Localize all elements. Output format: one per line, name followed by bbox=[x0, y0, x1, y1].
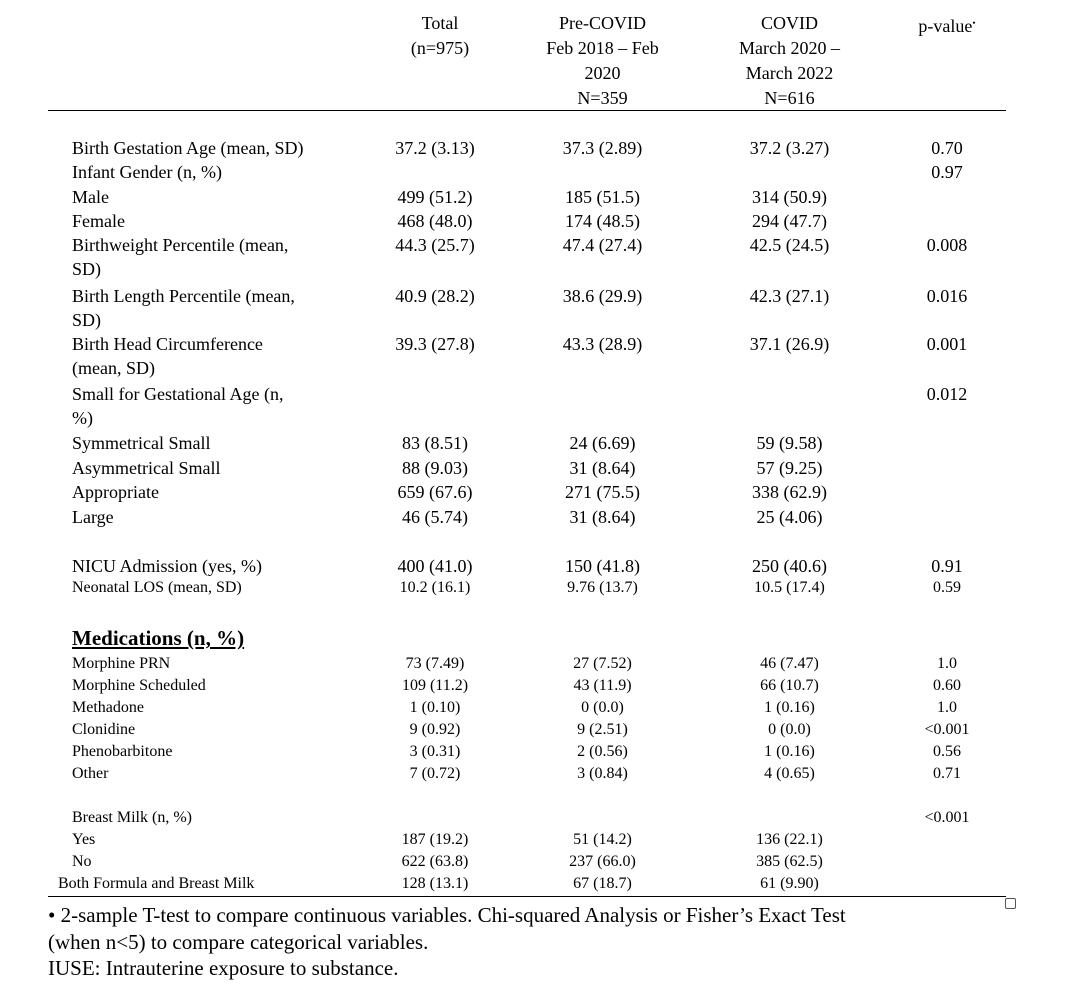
cell-pre-covid: 271 (75.5) bbox=[565, 482, 640, 502]
cell-pvalue: 0.012 bbox=[926, 384, 968, 404]
header-covid bbox=[712, 11, 867, 111]
cell-total: 1 (0.10) bbox=[409, 699, 461, 716]
cell-pvalue: 0.97 bbox=[931, 162, 963, 182]
cell-pre-covid: 31 (8.64) bbox=[569, 458, 636, 478]
row-label: Symmetrical Small bbox=[72, 433, 211, 453]
cell-total: 73 (7.49) bbox=[405, 655, 465, 672]
cell-pre-covid: 237 (66.0) bbox=[569, 853, 636, 870]
medication-label: Clonidine bbox=[72, 721, 136, 738]
cell-pre-covid: 2 (0.56) bbox=[577, 743, 628, 760]
cell-pvalue: 1.0 bbox=[937, 699, 957, 716]
cell-pvalue: 0.71 bbox=[933, 765, 961, 782]
row-label: SD) bbox=[72, 310, 102, 330]
header-covid-title: COVID bbox=[761, 13, 818, 33]
cell-pvalue: 0.59 bbox=[933, 579, 961, 596]
cell-total: 39.3 (27.8) bbox=[395, 334, 475, 354]
medication-label: Morphine Scheduled bbox=[72, 677, 206, 694]
cell-covid: 10.5 (17.4) bbox=[754, 579, 825, 596]
cell-pre-covid: 47.4 (27.4) bbox=[562, 235, 643, 255]
cell-covid: 314 (50.9) bbox=[752, 187, 827, 207]
breastmilk-label: Both Formula and Breast Milk bbox=[58, 875, 255, 892]
medication-label: Methadone bbox=[72, 699, 144, 716]
row-label: (mean, SD) bbox=[72, 358, 155, 378]
cell-total: 499 (51.2) bbox=[397, 187, 473, 207]
cell-covid: 136 (22.1) bbox=[756, 831, 823, 848]
cell-total: 83 (8.51) bbox=[402, 433, 468, 453]
footnote-2: (when n<5) to compare categorical variables. bbox=[48, 930, 429, 954]
cell-total: 659 (67.6) bbox=[397, 482, 473, 502]
row-label: Female bbox=[72, 211, 125, 231]
header-pvalue-label: p-value bbox=[918, 16, 973, 36]
cell-total: 3 (0.31) bbox=[409, 743, 461, 760]
cell-covid: 42.3 (27.1) bbox=[749, 286, 830, 306]
cell-pre-covid: 38.6 (29.9) bbox=[562, 286, 643, 306]
row-label: %) bbox=[72, 408, 93, 428]
cell-total: 468 (48.0) bbox=[397, 211, 473, 231]
cell-pvalue: <0.001 bbox=[924, 721, 970, 738]
cell-pre-covid: 185 (51.5) bbox=[565, 187, 640, 207]
cell-covid: 61 (9.90) bbox=[760, 875, 819, 892]
header-covid-range1: March 2020 – bbox=[739, 38, 840, 58]
cell-pvalue: 0.56 bbox=[933, 743, 961, 760]
cell-covid: 42.5 (24.5) bbox=[749, 235, 830, 255]
cell-pre-covid: 3 (0.84) bbox=[577, 765, 628, 782]
header-total-title: Total bbox=[421, 13, 459, 33]
cell-total: 46 (5.74) bbox=[402, 507, 468, 527]
header-covid-n: N=616 bbox=[764, 88, 815, 108]
medications-heading: Medications (n, %) bbox=[72, 626, 245, 650]
row-label: Birth Head Circumference bbox=[72, 334, 263, 354]
row-label: Appropriate bbox=[72, 482, 159, 502]
footnote-3: IUSE: Intrauterine exposure to substance. bbox=[48, 956, 399, 980]
cell-pre-covid: 27 (7.52) bbox=[573, 655, 632, 672]
cell-covid: 37.1 (26.9) bbox=[749, 334, 830, 354]
header-pre-covid-range1: Feb 2018 – Feb bbox=[546, 38, 659, 58]
header-pvalue bbox=[902, 11, 992, 39]
footnote-1: • 2-sample T-test to compare continuous variables. Chi-squared Analysis or Fisher’s Exact Test bbox=[48, 903, 846, 927]
row-label: Small for Gestational Age (n, bbox=[72, 384, 284, 404]
cell-pvalue: 0.91 bbox=[931, 556, 963, 576]
row-label: Infant Gender (n, %) bbox=[72, 162, 222, 182]
row-label: Birth Gestation Age (mean, SD) bbox=[72, 138, 304, 158]
header-pre-covid bbox=[525, 11, 680, 111]
cell-total: 7 (0.72) bbox=[409, 765, 461, 782]
cell-pvalue: 1.0 bbox=[937, 655, 957, 672]
cell-covid: 57 (9.25) bbox=[756, 458, 823, 478]
checkbox-icon bbox=[1005, 898, 1016, 909]
row-label: SD) bbox=[72, 259, 102, 279]
breastmilk-label: No bbox=[72, 853, 92, 870]
cell-total: 44.3 (25.7) bbox=[395, 235, 475, 255]
cell-total: 9 (0.92) bbox=[409, 721, 461, 738]
cell-covid: 46 (7.47) bbox=[760, 655, 819, 672]
header-total-n: (n=975) bbox=[410, 38, 470, 58]
cell-covid: 66 (10.7) bbox=[760, 677, 819, 694]
row-label: Birth Length Percentile (mean, bbox=[72, 286, 295, 306]
cell-covid: 385 (62.5) bbox=[756, 853, 823, 870]
cell-pre-covid: 31 (8.64) bbox=[569, 507, 636, 527]
cell-pre-covid: 9 (2.51) bbox=[577, 721, 628, 738]
cell-pre-covid: 174 (48.5) bbox=[565, 211, 640, 231]
header-total bbox=[380, 11, 500, 61]
header-covid-range2: March 2022 bbox=[745, 63, 834, 83]
cell-covid: 1 (0.16) bbox=[764, 743, 815, 760]
cell-pre-covid: 67 (18.7) bbox=[573, 875, 632, 892]
row-label: Birthweight Percentile (mean, bbox=[72, 235, 289, 255]
bottom-rule bbox=[48, 896, 1006, 897]
cell-covid: 1 (0.16) bbox=[764, 699, 815, 716]
row-label: Neonatal LOS (mean, SD) bbox=[72, 579, 242, 596]
row-label: Asymmetrical Small bbox=[72, 458, 221, 478]
cell-total: 128 (13.1) bbox=[401, 875, 469, 892]
cell-covid: 25 (4.06) bbox=[756, 507, 823, 527]
cell-pre-covid: 0 (0.0) bbox=[581, 699, 624, 716]
cell-total: 37.2 (3.13) bbox=[395, 138, 475, 158]
cell-total: 40.9 (28.2) bbox=[395, 286, 475, 306]
cell-pre-covid: 24 (6.69) bbox=[569, 433, 636, 453]
header-pre-covid-title: Pre-COVID bbox=[559, 13, 646, 33]
cell-covid: 4 (0.65) bbox=[764, 765, 815, 782]
breastmilk-label: Breast Milk (n, %) bbox=[72, 809, 192, 826]
medication-label: Phenobarbitone bbox=[72, 743, 173, 760]
cell-total: 622 (63.8) bbox=[401, 853, 469, 870]
medication-label: Morphine PRN bbox=[72, 655, 171, 672]
header-pre-covid-range2: 2020 bbox=[584, 63, 621, 83]
cell-pre-covid: 150 (41.8) bbox=[565, 556, 640, 576]
header-pre-covid-n: N=359 bbox=[577, 88, 628, 108]
cell-pvalue: 0.016 bbox=[926, 286, 968, 306]
cell-pre-covid: 37.3 (2.89) bbox=[562, 138, 643, 158]
cell-pre-covid: 9.76 (13.7) bbox=[567, 579, 638, 596]
row-label: Large bbox=[72, 507, 114, 527]
cell-pre-covid: 43.3 (28.9) bbox=[562, 334, 643, 354]
cell-covid: 338 (62.9) bbox=[752, 482, 827, 502]
cell-pre-covid: 51 (14.2) bbox=[573, 831, 632, 848]
row-label: NICU Admission (yes, %) bbox=[72, 556, 262, 576]
cell-pre-covid: 43 (11.9) bbox=[573, 677, 632, 694]
cell-covid: 59 (9.58) bbox=[756, 433, 823, 453]
cell-pvalue: 0.70 bbox=[931, 138, 963, 158]
breastmilk-label: Yes bbox=[72, 831, 96, 848]
cell-covid: 0 (0.0) bbox=[768, 721, 811, 738]
cell-total: 400 (41.0) bbox=[397, 556, 473, 576]
cell-pvalue: 0.008 bbox=[926, 235, 968, 255]
cell-total: 109 (11.2) bbox=[401, 677, 469, 694]
cell-covid: 294 (47.7) bbox=[752, 211, 827, 231]
cell-pvalue: 0.60 bbox=[933, 677, 961, 694]
pvalue-footnote-mark: • bbox=[972, 18, 976, 28]
cell-total: 187 (19.2) bbox=[401, 831, 469, 848]
medication-label: Other bbox=[72, 765, 109, 782]
cell-total: 10.2 (16.1) bbox=[399, 579, 471, 596]
cell-pvalue: 0.001 bbox=[926, 334, 968, 354]
cell-pvalue: <0.001 bbox=[924, 809, 970, 826]
row-label: Male bbox=[72, 187, 109, 207]
cell-covid: 250 (40.6) bbox=[752, 556, 827, 576]
header-rule bbox=[48, 110, 1006, 111]
cell-covid: 37.2 (3.27) bbox=[749, 138, 830, 158]
cell-total: 88 (9.03) bbox=[402, 458, 468, 478]
